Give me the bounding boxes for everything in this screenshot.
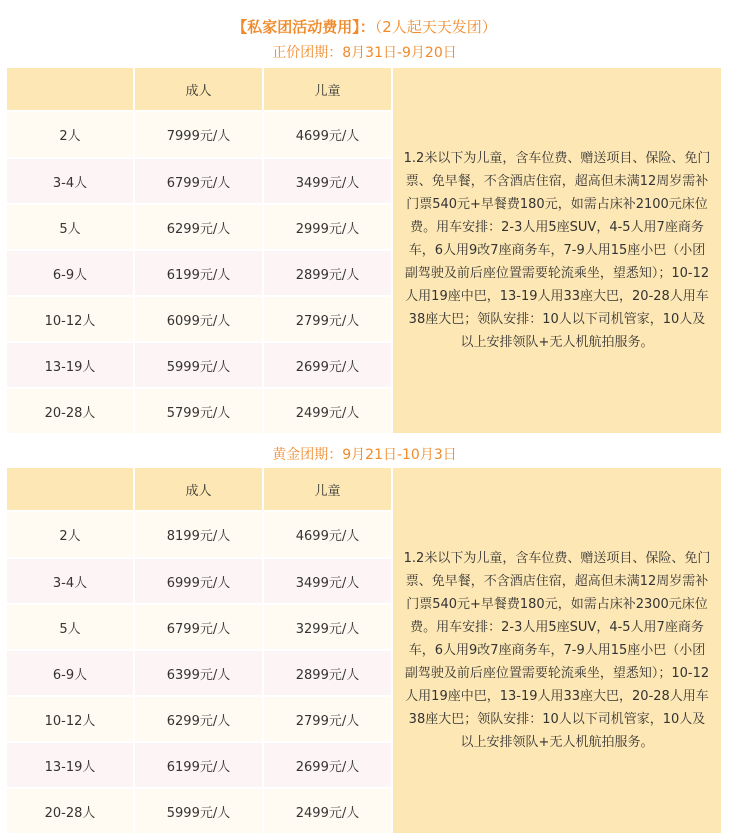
group-size-cell: 10-12人 bbox=[6, 296, 134, 342]
adult-price-cell: 6099元/人 bbox=[134, 296, 263, 342]
adult-price-cell: 6799元/人 bbox=[134, 158, 263, 204]
table-header-row bbox=[6, 67, 722, 111]
price-table-golden bbox=[5, 466, 723, 835]
price-table-regular bbox=[5, 66, 723, 435]
child-price-cell: 2699元/人 bbox=[263, 342, 392, 388]
group-size-cell: 20-28人 bbox=[6, 388, 134, 434]
header-cell-adult: 成人 bbox=[134, 467, 263, 511]
adult-price-cell: 6799元/人 bbox=[134, 604, 263, 650]
group-size-cell: 20-28人 bbox=[6, 788, 134, 834]
group-size-cell: 2人 bbox=[6, 111, 134, 158]
page-title bbox=[0, 16, 729, 38]
child-price-cell: 4699元/人 bbox=[263, 511, 392, 558]
note-cell: 1.2米以下为儿童，含车位费、赠送项目、保险、免门票、免早餐，不含酒店住宿，超高但未满12周岁需补门票540元+早餐费180元，如需占床补2100元床位费。用车安排：2-3人用5座SUV，4-5人用7座商务车，6人用9改7座商务车，7-9人用15座小巴（小团副驾驶及前后座位置需要轮流乘坐，望悉知）；10-12人用19座中巴，13-19人用33座大巴，20-28人用车38座大巴；领队安排：10人以下司机管家，10人及以上安排领队+无人机航拍服务。 bbox=[392, 67, 722, 434]
group-size-cell: 13-19人 bbox=[6, 342, 134, 388]
child-price-cell: 3499元/人 bbox=[263, 158, 392, 204]
header-cell-child: 儿童 bbox=[263, 67, 392, 111]
group-size-cell: 2人 bbox=[6, 511, 134, 558]
adult-price-cell: 6199元/人 bbox=[134, 250, 263, 296]
group-size-cell: 5人 bbox=[6, 604, 134, 650]
adult-price-cell: 5999元/人 bbox=[134, 342, 263, 388]
child-price-cell: 4699元/人 bbox=[263, 111, 392, 158]
title-note: （2人起天天发团） bbox=[374, 18, 497, 36]
child-price-cell: 2999元/人 bbox=[263, 204, 392, 250]
adult-price-cell: 6199元/人 bbox=[134, 742, 263, 788]
child-price-cell: 2699元/人 bbox=[263, 742, 392, 788]
period-label-golden: 黄金团期：9月21日-10月3日 bbox=[272, 447, 457, 463]
group-size-cell: 10-12人 bbox=[6, 696, 134, 742]
group-size-cell: 13-19人 bbox=[6, 742, 134, 788]
adult-price-cell: 8199元/人 bbox=[134, 511, 263, 558]
child-price-cell: 3499元/人 bbox=[263, 558, 392, 604]
adult-price-cell: 6999元/人 bbox=[134, 558, 263, 604]
title-bold: 【私家团活动费用】： bbox=[232, 18, 375, 36]
child-price-cell: 2799元/人 bbox=[263, 296, 392, 342]
header-cell-adult: 成人 bbox=[134, 67, 263, 111]
adult-price-cell: 6299元/人 bbox=[134, 204, 263, 250]
note-cell: 1.2米以下为儿童，含车位费、赠送项目、保险、免门票、免早餐，不含酒店住宿，超高但未满12周岁需补门票540元+早餐费180元，如需占床补2300元床位费。用车安排：2-3人用5座SUV，4-5人用7座商务车，6人用9改7座商务车，7-9人用15座小巴（小团副驾驶及前后座位置需要轮流乘坐，望悉知）；10-12人用19座中巴，13-19人用33座大巴，20-28人用车38座大巴；领队安排：10人以下司机管家，10人及以上安排领队+无人机航拍服务。 bbox=[392, 467, 722, 834]
group-size-cell: 3-4人 bbox=[6, 158, 134, 204]
adult-price-cell: 6399元/人 bbox=[134, 650, 263, 696]
child-price-cell: 2499元/人 bbox=[263, 788, 392, 834]
adult-price-cell: 6299元/人 bbox=[134, 696, 263, 742]
group-size-cell: 6-9人 bbox=[6, 650, 134, 696]
child-price-cell: 3299元/人 bbox=[263, 604, 392, 650]
group-size-cell: 6-9人 bbox=[6, 250, 134, 296]
group-size-cell: 5人 bbox=[6, 204, 134, 250]
adult-price-cell: 5799元/人 bbox=[134, 388, 263, 434]
adult-price-cell: 5999元/人 bbox=[134, 788, 263, 834]
header-cell-child: 儿童 bbox=[263, 467, 392, 511]
period-label-regular: 正价团期：8月31日-9月20日 bbox=[272, 45, 457, 61]
child-price-cell: 2499元/人 bbox=[263, 388, 392, 434]
child-price-cell: 2799元/人 bbox=[263, 696, 392, 742]
group-size-cell: 3-4人 bbox=[6, 558, 134, 604]
child-price-cell: 2899元/人 bbox=[263, 250, 392, 296]
header-cell bbox=[6, 67, 134, 111]
header-cell bbox=[6, 467, 134, 511]
child-price-cell: 2899元/人 bbox=[263, 650, 392, 696]
adult-price-cell: 7999元/人 bbox=[134, 111, 263, 158]
table-header-row bbox=[6, 467, 722, 511]
